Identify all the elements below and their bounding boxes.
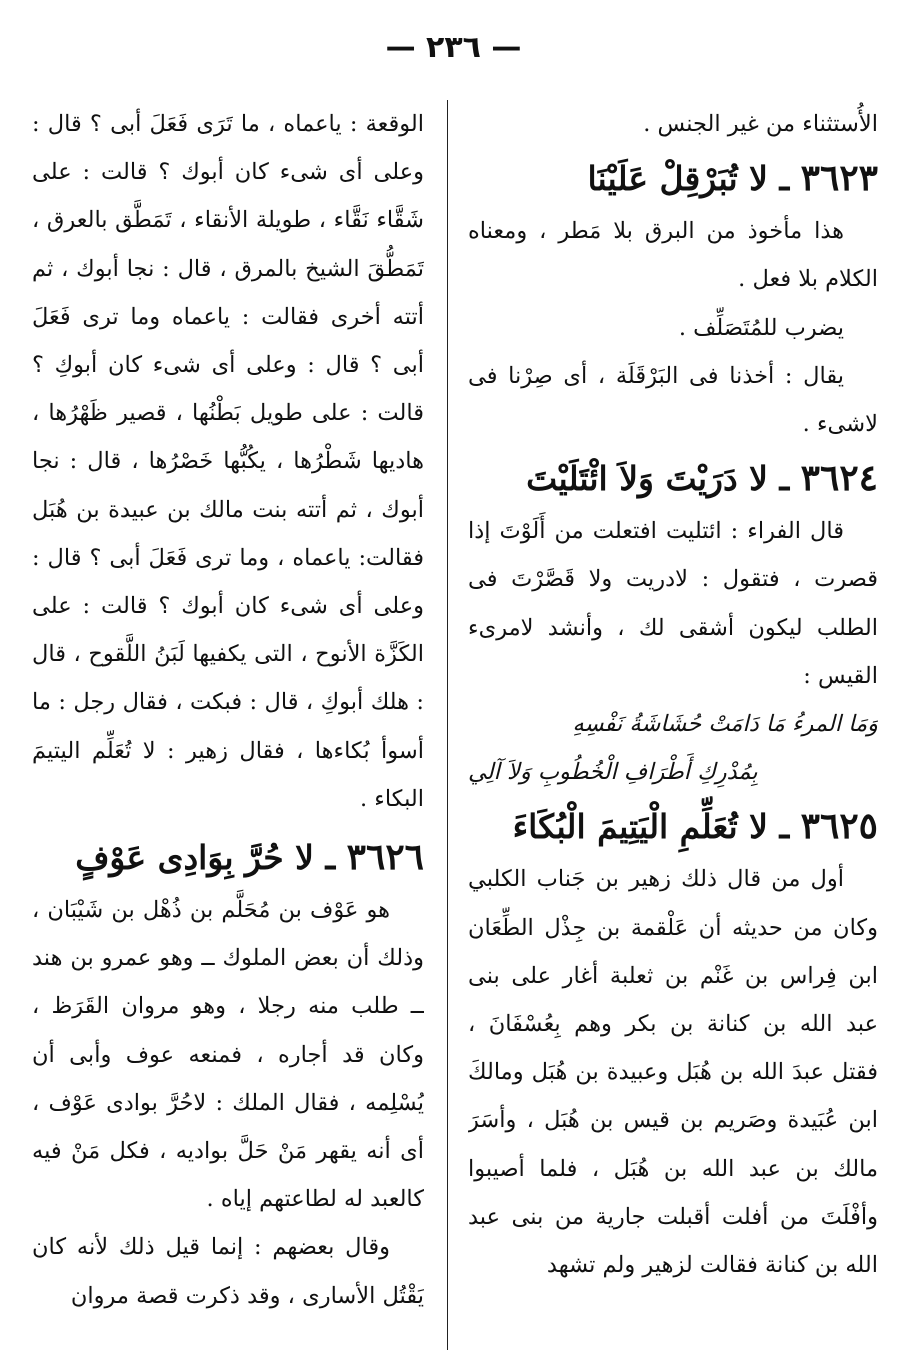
- entry-heading-3624: [468, 450, 878, 507]
- entry-number: ٣٦٢٣: [800, 157, 878, 200]
- entry-title: لا تُعَلِّمِ الْيَتِيمَ الْبُكَاءَ: [512, 807, 768, 847]
- continued-paragraph: الوقعة : ياعماه ، ما تَرَى فَعَلَ أبى ؟ قال : وعلى أى شىء كان أبوك ؟ قالت : على شَقَّاء نَقَّاء ، طويلة الأنقاء ، تَمَطَّق بالعرق ، تَمَطُّقَ الشيخ بالمرق ، قال : نجا أبوك ، ثم أتته أخرى فقالت : ياعماه وما ترى فَعَلَ أبى ؟ قال : وعلى أى شىء كان أبوكِ ؟ قالت : على طويل بَطْنُها ، قصير ظَهْرُها ، هاديها شَطْرُها ، يكُبُّها خَصْرُها ، قال : نجا أبوك ، ثم أتته بنت مالك بن عبيدة بن هُبَل فقالت: ياعماه ، وما ترى فَعَلَ أبى ؟ قال : وعلى أى شىء كان أبوك ؟ قالت : على الكَزَّة الأنوح ، التى يكفيها لَبَنُ اللَّقوح ، قال : هلك أبوكِ ، قال : فبكت ، فقال رجل : ما أسوأ بُكاءها ، فقال زهير : لا تُعَلِّم اليتيمَ البكاء .: [32, 111, 424, 812]
- heading-dash: ـ: [767, 807, 790, 847]
- entry-paragraph: أول من قال ذلك زهير بن جَناب الكلبي وكان من حديثه أن عَلْقمة بن جِذْل الطِّعَان ابن فِراس بن غَنْم بن ثعلبة أغار على بنى عبد الله بن كنانة بن بكر وهم بِعُسْفَانَ ، فقتل عبدَ الله بن هُبَل وعبيدة بن هُبَل ومالكَ ابن عُبَيدة وصَريم بن قيس بن هُبَل ، وأسَرَ مالك بن عبد الله بن هُبَل ، فلما أصيبوا وأفْلَتَ من أفلت أقبلت جارية من بنى عبد الله بن كنانة فقالت لزهير ولم تشهد: [468, 866, 878, 1279]
- entry-number: ٣٦٢٤: [800, 457, 878, 500]
- poem-verse-second-half: بِمُدْرِكِ أَطْرَافِ الْخُطُوبِ وَلاَ آلِي: [468, 759, 758, 786]
- left-column: [32, 100, 424, 1345]
- entry-paragraph: وقال بعضهم : إنما قيل ذلك لأنه كان يَقْتُل الأسارى ، وقد ذكرت قصة مروان: [32, 1234, 424, 1309]
- heading-dash: ـ: [313, 838, 336, 878]
- heading-dash: ـ: [767, 459, 790, 499]
- entry-paragraph: هو عَوْف بن مُحَلَّم بن ذُهْل بن شَيْبَان ، وذلك أن بعض الملوك ــ وهو عمرو بن هند ــ طلب منه رجلا ، وهو مروان القَرَظ ، وكان قد أجاره ، فمنعه عوف وأبى أن يُسْلِمه ، فقال الملك : لاحُرَّ بوادى عَوْف ، أى أنه يقهر مَنْ حَلَّ بواديه ، فكل مَنْ فيه كالعبد له لطاعتهم إياه .: [32, 897, 424, 1213]
- poem-verse-first-half: وَمَا المرءُ مَا دَامَتْ حُشَاشَةُ نَفْسِهِ: [572, 711, 878, 738]
- entry-title: لا دَرَيْتَ وَلاَ ائْتَلَيْتَ: [526, 459, 768, 499]
- page-number: — ٢٣٦ —: [385, 30, 522, 65]
- entry-number: ٣٦٢٦: [346, 836, 424, 879]
- entry-paragraph: يضرب للمُتَصَلِّف .: [678, 314, 844, 341]
- entry-title: لا تُبَرْقِلْ عَلَيْنَا: [587, 159, 768, 199]
- right-column: [468, 100, 878, 1345]
- entry-heading-3625: [468, 798, 878, 855]
- column-divider: [447, 100, 448, 1350]
- intro-line: الأُستثناء من غير الجنس .: [643, 111, 878, 137]
- entry-number: ٣٦٢٥: [800, 805, 878, 848]
- entry-paragraph: هذا مأخوذ من البرق بلا مَطر ، ومعناه الكلام بلا فعل .: [468, 218, 878, 293]
- entry-paragraph: يقال : أخذنا فى البَرْقَلَة ، أى صِرْنا فى لاشىء .: [468, 362, 878, 438]
- entry-heading-3623: [468, 150, 878, 207]
- heading-dash: ـ: [767, 159, 790, 199]
- entry-title: لا حُرَّ بِوَادِى عَوْفٍ: [75, 838, 314, 878]
- entry-heading-3626: [32, 829, 424, 886]
- entry-paragraph: قال الفراء : ائتليت افتعلت من أَلَوْتَ إذا قصرت ، فتقول : لادريت ولا قَصَّرْتَ فى الطلب ليكون أشقى لك ، وأنشد لامرىء القيس :: [468, 518, 878, 689]
